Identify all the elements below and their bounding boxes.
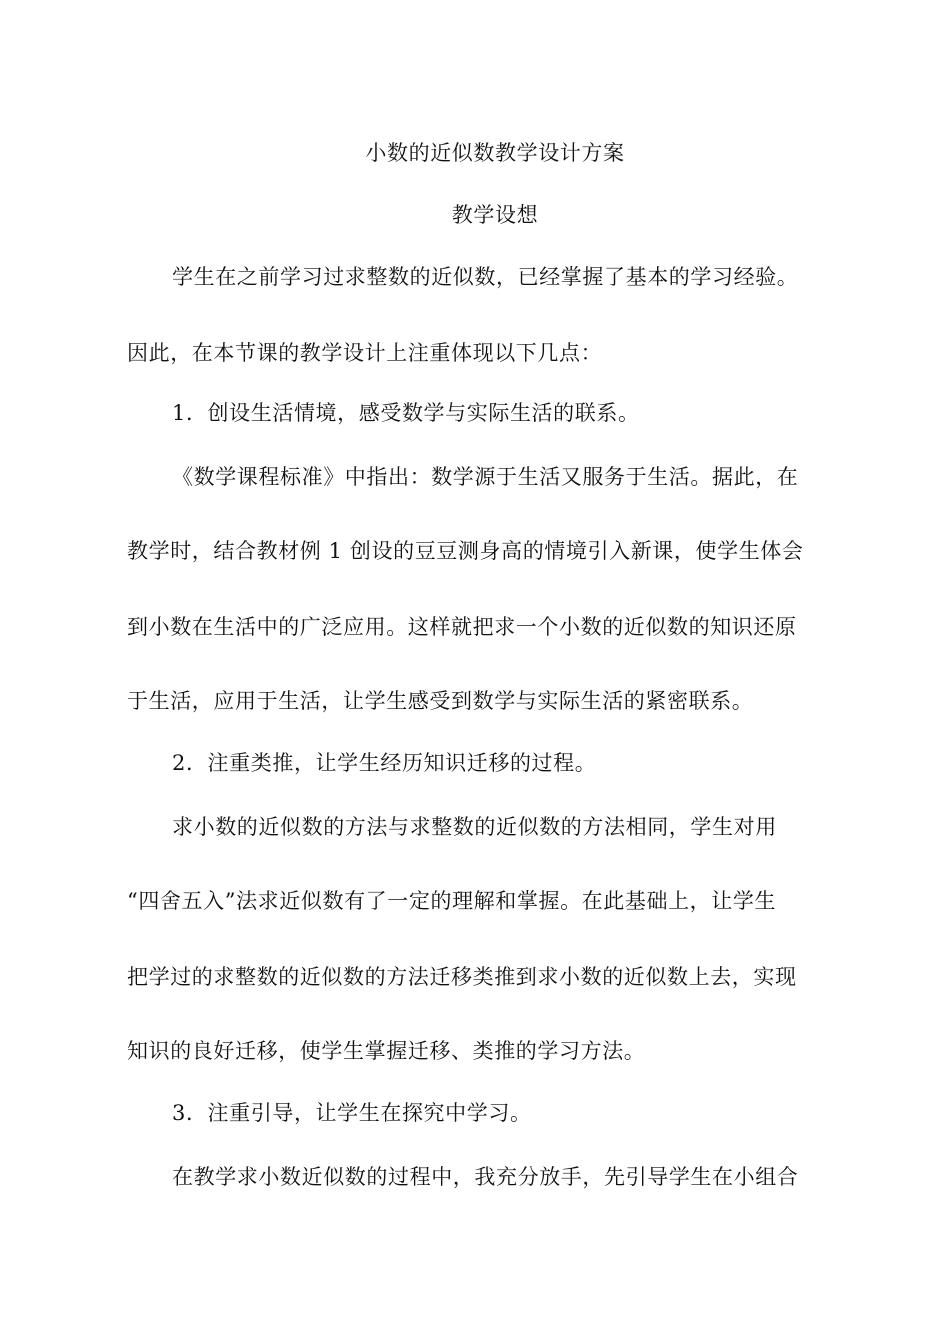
paragraph-line: 求小数的近似数的方法与求整数的近似数的方法相同，学生对用: [172, 815, 777, 839]
document-title: 小数的近似数教学设计方案: [365, 141, 625, 165]
section-heading: 教学设想: [451, 203, 539, 227]
list-item-heading: 3．注重引导，让学生在探究中学习。: [172, 1101, 532, 1125]
paragraph-line: 学生在之前学习过求整数的近似数，已经掌握了基本的学习经验。: [172, 265, 799, 289]
paragraph-line: 于生活，应用于生活，让学生感受到数学与实际生活的紧密联系。: [127, 689, 754, 713]
list-item-heading: 2．注重类推，让学生经历知识迁移的过程。: [172, 751, 597, 775]
paragraph-line: 教学时，结合教材例 1 创设的豆豆测身高的情境引入新课，使学生体会: [127, 539, 804, 563]
paragraph-line: 在教学求小数近似数的过程中，我充分放手，先引导学生在小组合: [172, 1165, 799, 1189]
list-item-heading: 1．创设生活情境，感受数学与实际生活的联系。: [172, 401, 640, 425]
paragraph-line: “四舍五入”法求近似数有了一定的理解和掌握。在此基础上，让学生: [127, 889, 777, 913]
paragraph-line: 因此，在本节课的教学设计上注重体现以下几点：: [127, 341, 603, 365]
paragraph-line: 《数学课程标准》中指出：数学源于生活又服务于生活。据此，在: [172, 465, 799, 489]
paragraph-line: 到小数在生活中的广泛应用。这样就把求一个小数的近似数的知识还原: [127, 615, 797, 639]
paragraph-line: 把学过的求整数的近似数的方法迁移类推到求小数的近似数上去，实现: [127, 965, 797, 989]
paragraph-line: 知识的良好迁移，使学生掌握迁移、类推的学习方法。: [127, 1039, 646, 1063]
